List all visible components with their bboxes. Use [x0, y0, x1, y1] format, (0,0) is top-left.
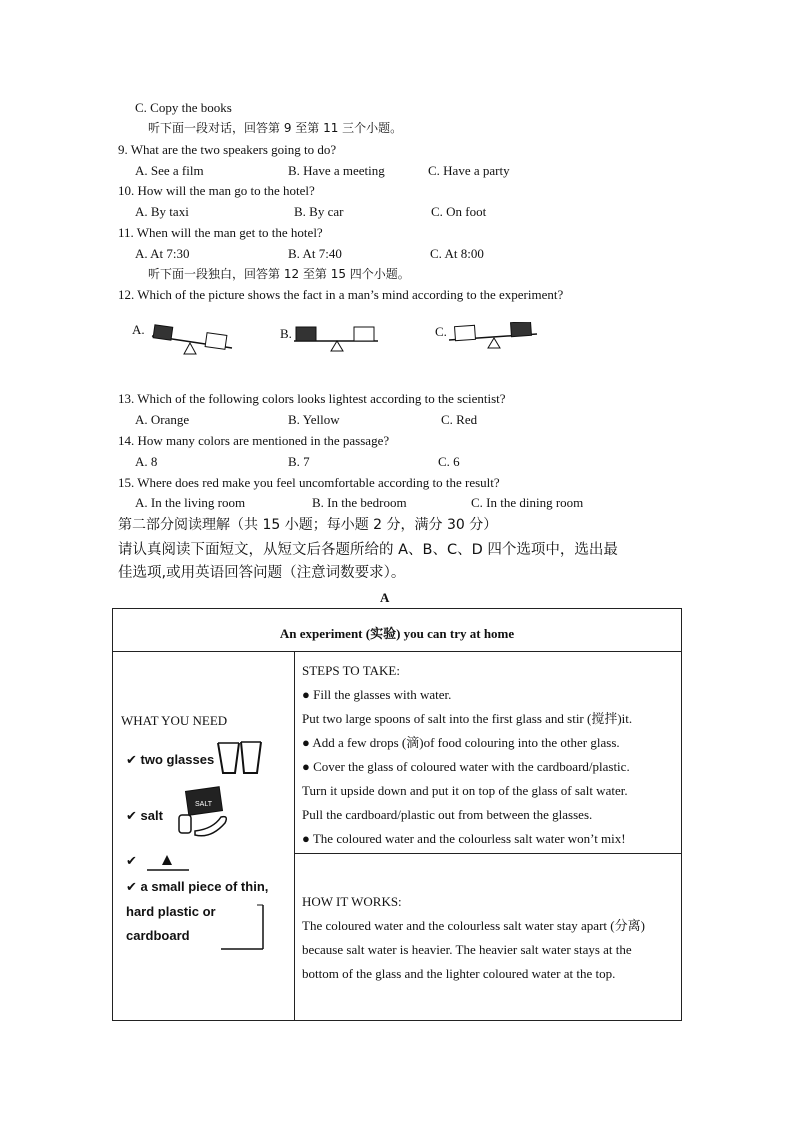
- question-9: 9. What are the two speakers going to do?: [118, 142, 337, 157]
- q12-picture-b[interactable]: [278, 322, 428, 362]
- step-line-1: ● Fill the glasses with water.: [302, 687, 452, 702]
- item-plastic-line1: ✔ a small piece of thin,: [126, 879, 269, 894]
- how-line-1: The coloured water and the colourless salt water stay apart (分离): [302, 918, 645, 933]
- q15-option-c[interactable]: C. In the dining room: [471, 495, 584, 510]
- q9-option-a[interactable]: A. See a film: [135, 163, 204, 178]
- passage-letter: A: [380, 590, 390, 605]
- q14-option-c[interactable]: C. 6: [438, 454, 460, 469]
- item-plastic-line3: cardboard: [126, 928, 190, 943]
- q15-option-b[interactable]: B. In the bedroom: [312, 495, 407, 510]
- q12-picture-a[interactable]: [128, 322, 278, 362]
- what-you-need-heading: WHAT YOU NEED: [121, 713, 228, 728]
- q12-label-c: C.: [435, 324, 447, 339]
- q12-label-b: B.: [280, 326, 292, 341]
- q14-option-b[interactable]: B. 7: [288, 454, 310, 469]
- question-10: 10. How will the man go to the hotel?: [118, 183, 315, 198]
- q12-label-a: A.: [132, 322, 145, 337]
- step-line-5: Turn it upside down and put it on top of the glass of salt water.: [302, 783, 628, 798]
- q12-picture-c[interactable]: [433, 322, 583, 362]
- q13-option-b[interactable]: B. Yellow: [288, 412, 340, 427]
- q10-option-b[interactable]: B. By car: [294, 204, 344, 219]
- q11-option-b[interactable]: B. At 7:40: [288, 246, 342, 261]
- q14-option-a[interactable]: A. 8: [135, 454, 158, 469]
- steps-heading: STEPS TO TAKE:: [302, 663, 400, 678]
- q9-option-b[interactable]: B. Have a meeting: [288, 163, 385, 178]
- balance-tilted-right-icon: [433, 322, 583, 362]
- question-11: 11. When will the man get to the hotel?: [118, 225, 323, 240]
- how-line-3: bottom of the glass and the lighter coloured water at the top.: [302, 966, 616, 981]
- reading-instruction-line2: 佳选项,或用英语回答问题（注意词数要求）。: [118, 565, 406, 581]
- q13-option-c[interactable]: C. Red: [441, 412, 478, 427]
- how-it-works-heading: HOW IT WORKS:: [302, 894, 402, 909]
- question-15: 15. Where does red make you feel uncomfortable according to the result?: [118, 475, 500, 490]
- table-column-divider: [294, 651, 295, 1021]
- q11-option-a[interactable]: A. At 7:30: [135, 246, 190, 261]
- reading-instruction-line1: 请认真阅读下面短文，从短文后各题所给的 A、B、C、D 四个选项中，选出最: [118, 542, 618, 558]
- q9-option-c[interactable]: C. Have a party: [428, 163, 510, 178]
- step-line-4: ● Cover the glass of coloured water with the cardboard/plastic.: [302, 759, 630, 774]
- step-line-6: Pull the cardboard/plastic out from between the glasses.: [302, 807, 593, 822]
- table-row-divider: [294, 853, 682, 854]
- step-line-7: ● The coloured water and the colourless salt water won’t mix!: [302, 831, 626, 846]
- table-title-row: [113, 609, 681, 652]
- instruction-q9-11: 听下面一段对话，回答第 9 至第 11 三个小题。: [148, 121, 403, 135]
- q15-option-a[interactable]: A. In the living room: [135, 495, 246, 510]
- question-13: 13. Which of the following colors looks lightest according to the scientist?: [118, 391, 506, 406]
- item-two-glasses: ✔ two glasses: [126, 752, 215, 767]
- section-header: 第二部分阅读理解（共 15 小题；每小题 2 分，满分 30 分）: [118, 517, 498, 533]
- cardboard-icon: [217, 903, 267, 955]
- balance-tilted-left-icon: [128, 322, 278, 362]
- balance-level-icon: [278, 322, 428, 362]
- experiment-table: [112, 608, 682, 1021]
- q10-option-c[interactable]: C. On foot: [431, 204, 487, 219]
- instruction-q12-15: 听下面一段独白，回答第 12 至第 15 四个小题。: [148, 267, 410, 281]
- two-glasses-icon: [215, 739, 265, 777]
- blank-with-triangle-icon: [145, 851, 191, 873]
- question-14: 14. How many colors are mentioned in the passage?: [118, 433, 390, 448]
- item-plastic-line2: hard plastic or: [126, 904, 216, 919]
- q10-option-a[interactable]: A. By taxi: [135, 204, 189, 219]
- q13-option-a[interactable]: A. Orange: [135, 412, 190, 427]
- salt-package-label: SALT: [195, 801, 212, 808]
- q11-option-c[interactable]: C. At 8:00: [430, 246, 484, 261]
- salt-icon: [173, 783, 233, 841]
- step-line-3: ● Add a few drops (滴)of food colouring into the other glass.: [302, 735, 620, 750]
- prev-option-c: C. Copy the books: [135, 100, 232, 115]
- item-blank: ✔: [126, 853, 137, 868]
- question-12: 12. Which of the picture shows the fact in a man’s mind according to the experiment?: [118, 287, 564, 302]
- how-line-2: because salt water is heavier. The heavier salt water stays at the: [302, 942, 632, 957]
- step-line-2: Put two large spoons of salt into the first glass and stir (搅拌)it.: [302, 711, 633, 726]
- item-salt: ✔ salt: [126, 808, 163, 823]
- table-title: An experiment (实验) you can try at home: [279, 626, 515, 641]
